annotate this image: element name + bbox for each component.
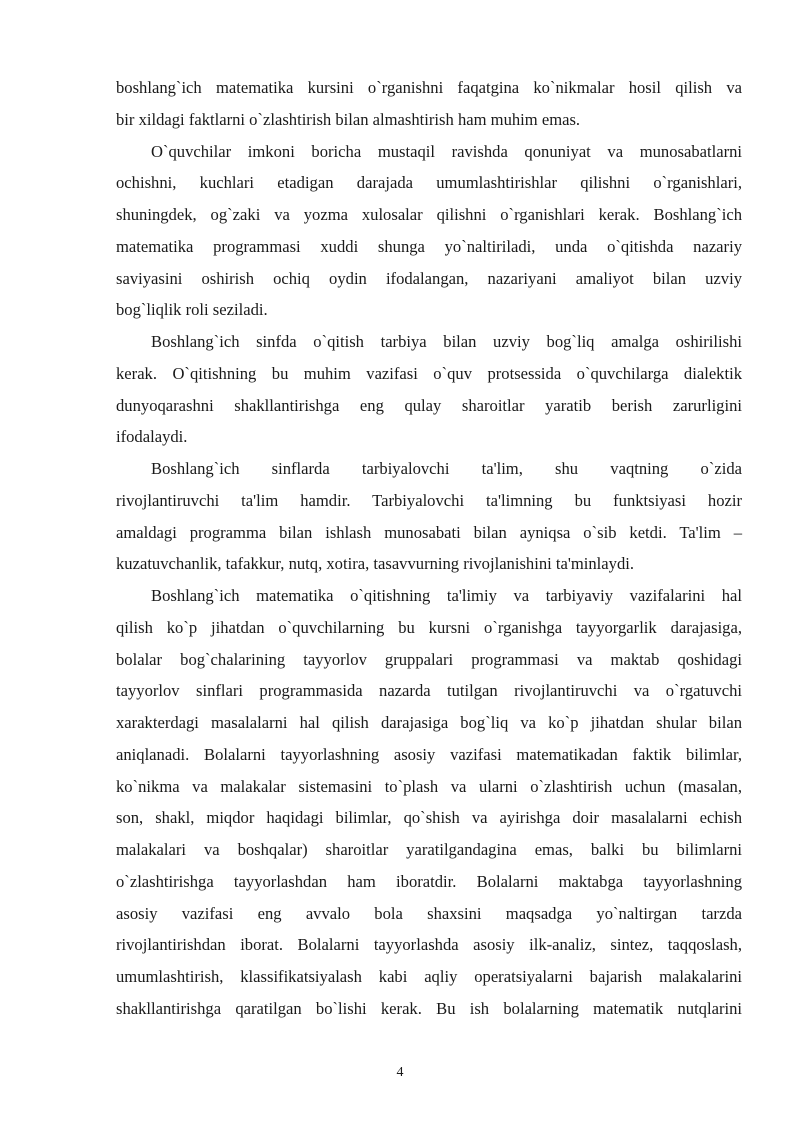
text-line: boshlang`ich matematika kursini o`rganishni faqatgina ko`nikmalar hosil qilish va xyxy=(116,78,742,97)
text-line: kerak. O`qitishning bu muhim vazifasi o`quv protsessida o`quvchilarga dialektik xyxy=(116,363,742,383)
text-line: ochishni, kuchlari etadigan darajada umumlashtirishlar qilishni o`rganishlari, xyxy=(116,173,742,193)
text-line: asosiy vazifasi eng avvalo bola shaxsini maqsadga yo`naltirgan tarzda xyxy=(116,903,742,923)
paragraph-4 xyxy=(116,453,742,580)
text-line: O`quvchilar imkoni boricha mustaqil ravishda qonuniyat va munosabatlarni xyxy=(151,141,742,161)
text-line: xarakterdagi masalalarni hal qilish darajasiga bog`liq va ko`p jihatdan shular bilan xyxy=(116,713,742,732)
text-line: rivojlantirishdan iborat. Bolalarni tayyorlashda asosiy ilk-analiz, sintez, taqqoslash, xyxy=(116,935,742,955)
text-line: saviyasini oshirish ochiq oydin ifodalangan, nazariyani amaliyot bilan uzviy xyxy=(116,268,742,288)
text-line: bog`liqlik roli seziladi. xyxy=(116,300,268,320)
text-line: Boshlang`ich sinflarda tarbiyalovchi ta'lim, shu vaqtning o`zida xyxy=(151,459,742,478)
paragraph-5 xyxy=(116,580,742,1025)
text-line: bolalar bog`chalarining tayyorlov gruppalari programmasi va maktab qoshidagi xyxy=(116,649,742,669)
text-line: bir xildagi faktlarni o`zlashtirish bilan almashtirish ham muhim emas. xyxy=(116,109,581,129)
paragraph-2 xyxy=(116,136,742,327)
text-line: malakalari va boshqalar) sharoitlar yaratilgandagina emas, balki bu bilimlarni xyxy=(116,840,742,859)
text-line: kuzatuvchanlik, tafakkur, nutq, xotira, tasavvurning rivojlanishini ta'minlaydi. xyxy=(116,554,634,574)
text-line: ko`nikma va malakalar sistemasini to`plash va ularni o`zlashtirish uchun (masalan, xyxy=(116,776,742,796)
text-line: umumlashtirish, klassifikatsiyalash kabi aqliy operatsiyalarni bajarish malakalarini xyxy=(116,967,742,986)
text-line: qilish ko`p jihatdan o`quvchilarning bu kursni o`rganishga tayyorgarlik darajasiga, xyxy=(116,617,742,637)
text-line: rivojlantiruvchi ta'lim hamdir. Tarbiyalovchi ta'limning bu funktsiyasi hozir xyxy=(116,490,742,510)
text-line: Boshlang`ich sinfda o`qitish tarbiya bilan uzviy bog`liq amalga oshirilishi xyxy=(151,332,742,351)
text-line: ifodalaydi. xyxy=(116,427,188,447)
paragraph-3 xyxy=(116,326,742,453)
text-line: dunyoqarashni shakllantirishga eng qulay sharoitlar yaratib berish zarurligini xyxy=(116,395,742,415)
text-line: Boshlang`ich matematika o`qitishning ta'limiy va tarbiyaviy vazifalarini hal xyxy=(151,586,742,605)
page-number: 4 xyxy=(396,1065,404,1080)
text-line: son, shakl, miqdor haqidagi bilimlar, qo`shish va ayirishga doir masalalarni echish xyxy=(116,808,742,828)
text-line: aniqlanadi. Bolalarni tayyorlashning asosiy vazifasi matematikadan faktik bilimlar, xyxy=(116,744,742,764)
text-line: matematika programmasi xuddi shunga yo`naltiriladi, unda o`qitishda nazariy xyxy=(116,236,742,256)
text-line: amaldagi programma bilan ishlash munosabati bilan ayniqsa o`sib ketdi. Ta'lim – xyxy=(116,522,742,542)
text-line: shakllantirishga qaratilgan bo`lishi kerak. Bu ish bolalarning matematik nutqlarini xyxy=(116,998,742,1018)
paragraph-1 xyxy=(116,72,742,136)
text-line: o`zlashtirishga tayyorlashdan ham iboratdir. Bolalarni maktabga tayyorlashning xyxy=(116,871,742,891)
body-text xyxy=(116,72,742,1025)
text-line: tayyorlov sinflari programmasida nazarda tutilgan rivojlantiruvchi va o`rgatuvchi xyxy=(116,681,742,701)
text-line: shuningdek, og`zaki va yozma xulosalar qilishni o`rganishlari kerak. Boshlang`ich xyxy=(116,205,742,224)
